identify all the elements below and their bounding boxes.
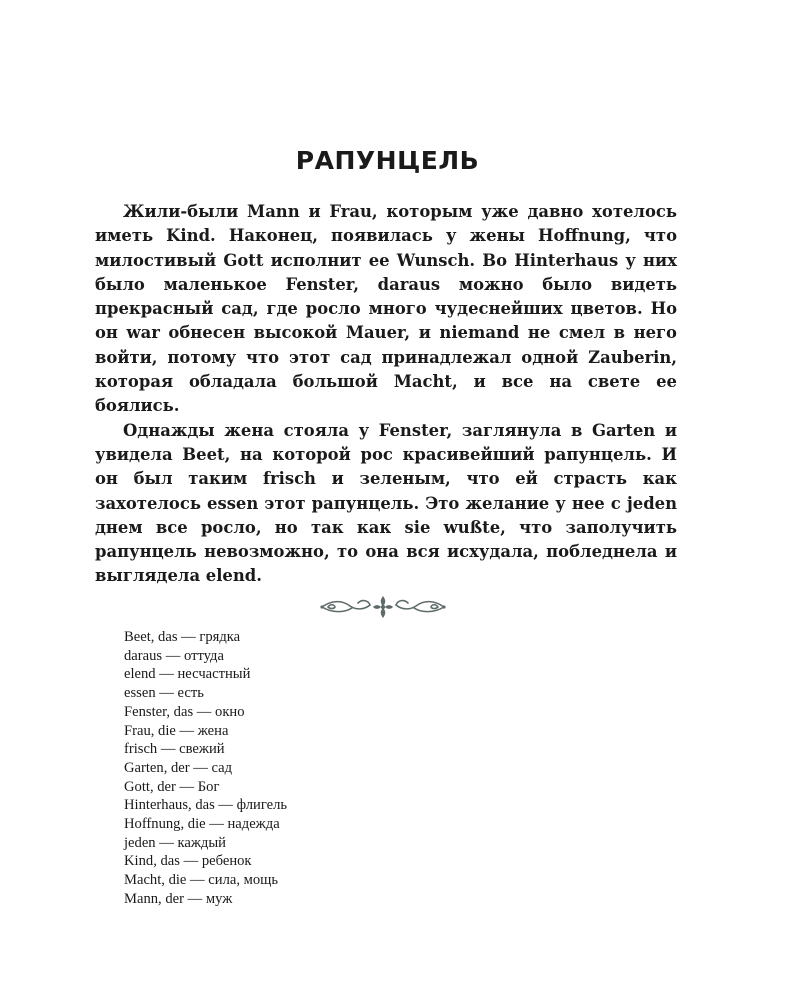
vocabulary-item: Frau, die — жена: [124, 722, 229, 739]
vocabulary-list: [124, 628, 524, 909]
vocabulary-item: Macht, die — сила, мощь: [124, 872, 279, 889]
story-text: [95, 200, 677, 589]
vocabulary-item: jeden — каждый: [124, 834, 226, 851]
vocabulary-item: essen — есть: [124, 685, 204, 702]
vocabulary-item: Fenster, das — окно: [124, 703, 245, 720]
vocabulary-item: Hinterhaus, das — флигель: [124, 797, 288, 814]
vocabulary-item: Hoffnung, die — надежда: [124, 816, 280, 833]
chapter-title: РАПУНЦЕЛЬ: [295, 146, 480, 175]
vocabulary-item: elend — несчастный: [124, 666, 251, 683]
vocabulary-item: frisch — свежий: [124, 741, 225, 758]
paragraph-2: Однажды жена стояла у Fenster, заглянула в Garten и увидела Beet, на которой рос красивейший рапунцель. И он был таким frisch и зеленым, что ей страсть как захотелось essen этот рапунцель. Это желание у нее с jeden днем все росло, но так как sie wußte, что заполучить рапунцель невозможно, то она вся исхудала, побледнела и выглядела elend.: [95, 420, 677, 586]
vocabulary-item: Kind, das — ребенок: [124, 853, 252, 870]
vocabulary-item: Mann, der — муж: [124, 890, 233, 907]
vocabulary-item: Beet, das — грядка: [124, 629, 241, 645]
paragraph-1: Жили-были Mann и Frau, которым уже давно хотелось иметь Kind. Наконец, появилась у жены Hoffnung, что милостивый Gott исполнит ее Wunsch. Во Hinterhaus у них было маленькое Fenster, daraus можно было видеть прекрасный сад, где росло много чудеснейших цветов. Но он war обнесен высокой Mauer, и niemand не смел в него войти, потому что этот сад принадлежал одной Zauberin, которая обладала большой Macht, и все на свете ее боялись.: [95, 202, 677, 416]
vocabulary-item: daraus — оттуда: [124, 647, 224, 664]
vocabulary-item: Gott, der — Бог: [124, 778, 220, 795]
floral-divider-icon: [318, 594, 448, 620]
vocabulary-item: Garten, der — сад: [124, 759, 233, 776]
